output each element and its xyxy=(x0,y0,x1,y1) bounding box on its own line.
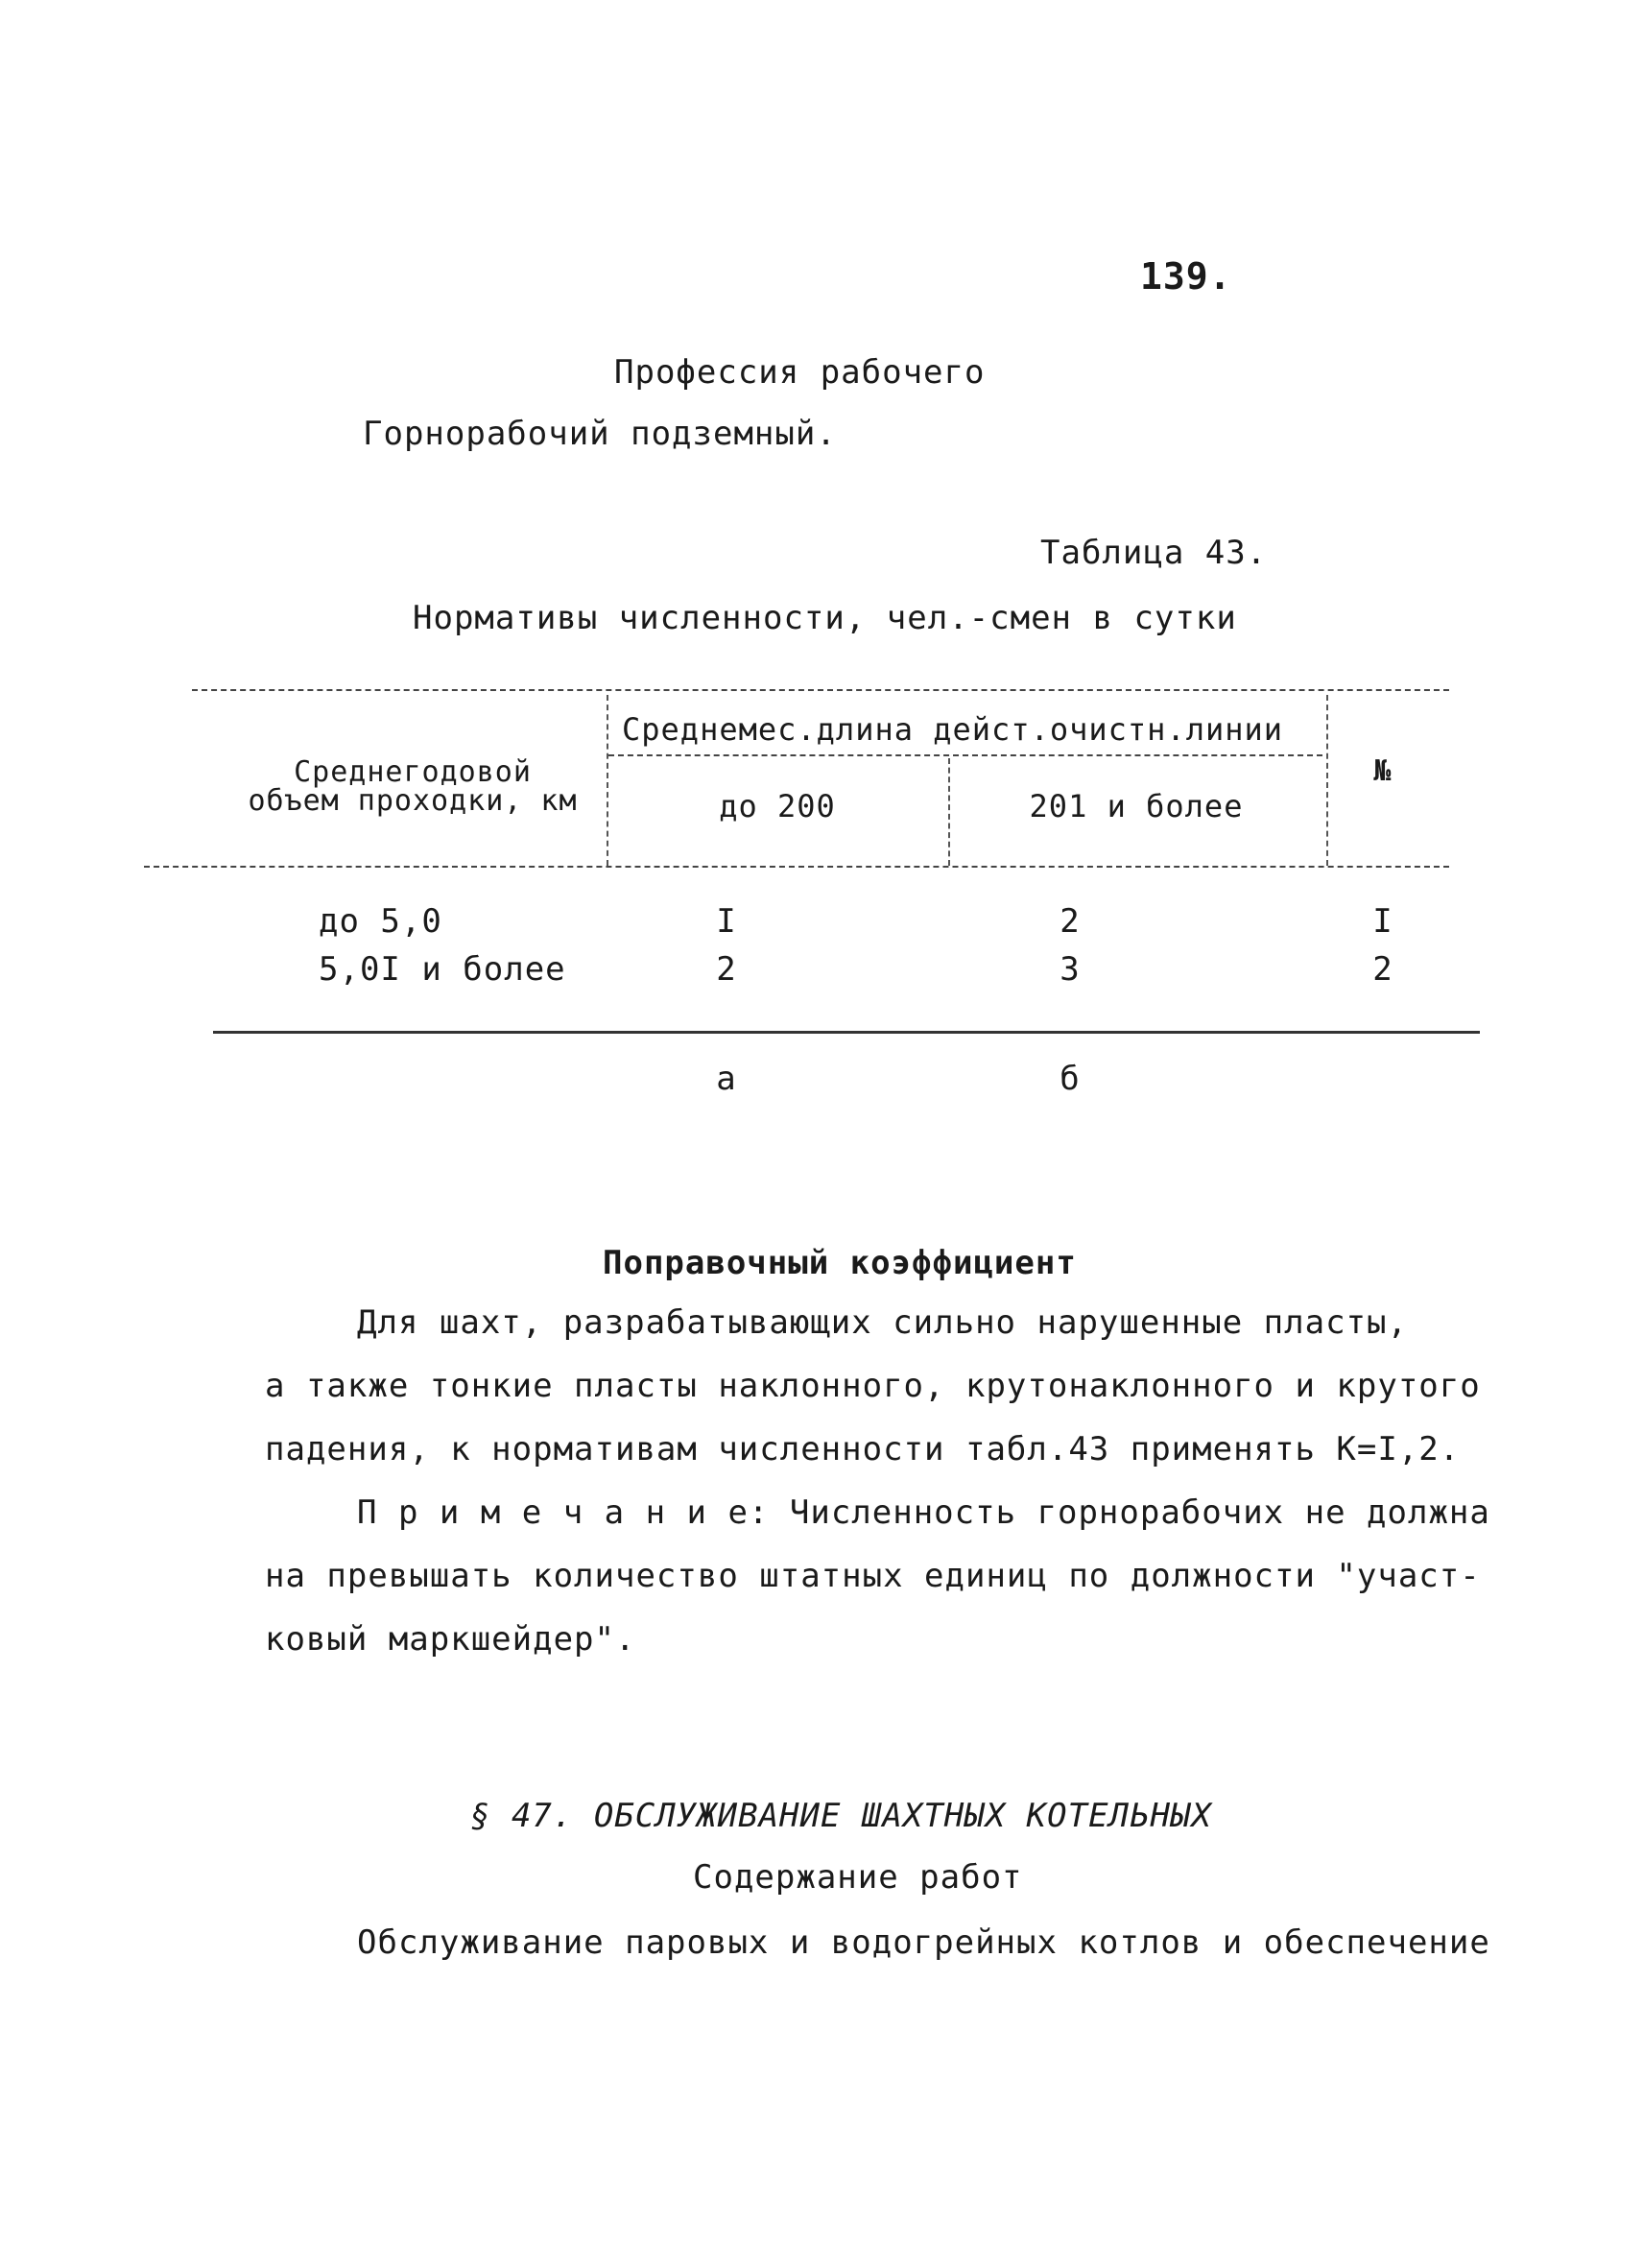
row-2-col-a: 2 xyxy=(716,950,737,989)
note-label: П р и м е ч а н и е: xyxy=(357,1493,770,1532)
footer-col-b: б xyxy=(1060,1060,1081,1098)
note-first-line xyxy=(357,1493,1490,1532)
table-caption: Таблица 43. xyxy=(1040,534,1268,572)
table-vrule-1 xyxy=(607,695,608,866)
row-2-col-n: 2 xyxy=(1372,950,1393,989)
note-line-3: ковый маркшейдер". xyxy=(265,1620,636,1659)
correction-line-1: Для шахт, разрабатывающих сильно нарушенные пласты, xyxy=(357,1303,1408,1342)
section-subheading: Содержание работ xyxy=(693,1858,1023,1897)
table-title: Нормативы численности, чел.-смен в сутки xyxy=(413,599,1237,637)
note-line-2: на превышать количество штатных единиц по должности "участ- xyxy=(265,1557,1481,1595)
header-row-label: Среднегодовой объем проходки, км xyxy=(248,755,578,818)
table-vrule-2 xyxy=(948,758,950,866)
page-number: 139. xyxy=(1140,255,1232,298)
header-col-1: до 200 xyxy=(719,788,836,824)
header-col-2: 201 и более xyxy=(1029,788,1244,824)
header-col-3: № xyxy=(1373,754,1393,788)
row-1-label: до 5,0 xyxy=(319,902,442,941)
correction-line-3: падения, к нормативам численности табл.43 применять К=I,2. xyxy=(265,1430,1461,1468)
footer-col-a: а xyxy=(716,1060,737,1098)
row-2-label: 5,0I и более xyxy=(319,950,566,989)
row-2-col-b: 3 xyxy=(1060,950,1081,989)
header-group-rule xyxy=(608,754,1322,756)
correction-line-2: а также тонкие пласты наклонного, крутонаклонного и крутого xyxy=(265,1367,1481,1405)
row-1-col-n: I xyxy=(1372,902,1393,941)
table-vrule-3 xyxy=(1326,695,1328,866)
row-1-col-b: 2 xyxy=(1060,902,1081,941)
profession-name: Горнорабочий подземный. xyxy=(363,415,837,453)
row-1-col-a: I xyxy=(716,902,737,941)
note-line-1: Численность горнорабочих не должна xyxy=(769,1493,1490,1532)
header-group: Среднемес.длина дейст.очистн.линии xyxy=(622,711,1284,748)
profession-label: Профессия рабочего xyxy=(614,353,986,392)
table-bottom-rule xyxy=(213,1031,1480,1034)
table-top-rule xyxy=(192,689,1449,691)
correction-title: Поправочный коэффициент xyxy=(603,1244,1077,1282)
header-bottom-rule xyxy=(144,866,1449,868)
section-heading: § 47. ОБСЛУЖИВАНИЕ ШАХТНЫХ КОТЕЛЬНЫХ xyxy=(470,1797,1212,1835)
section-line-1: Обслуживание паровых и водогрейных котлов и обеспечение xyxy=(357,1923,1490,1962)
